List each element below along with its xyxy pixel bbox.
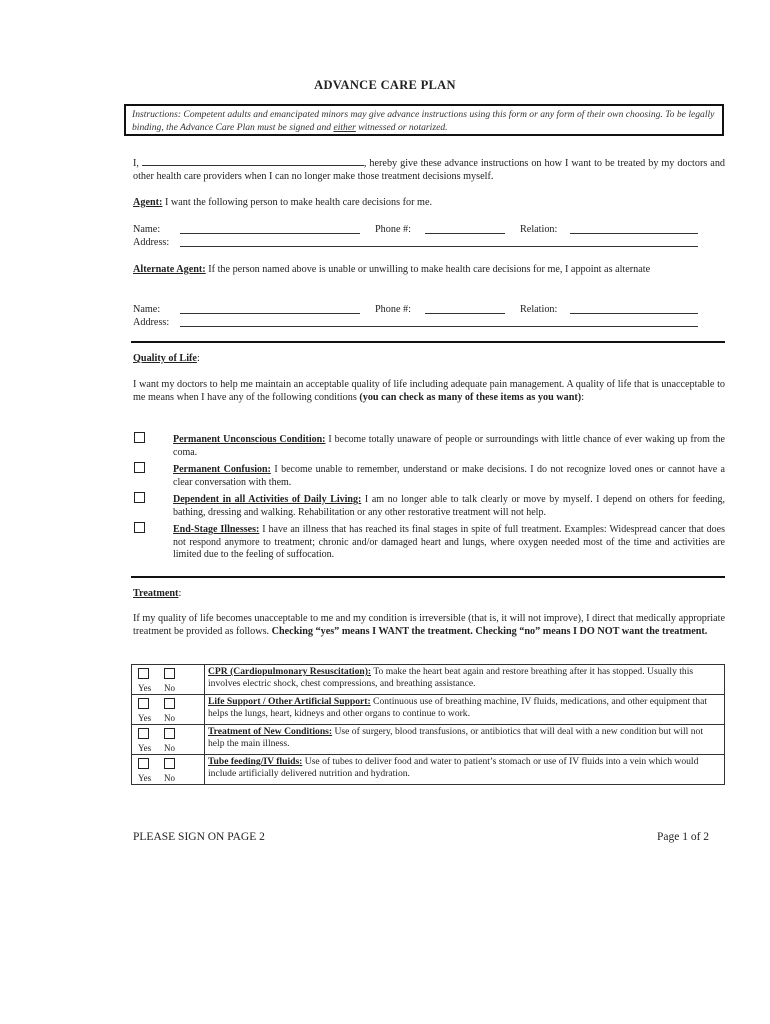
treatment-text: To make the heart beat again and restore breathing after it has stopped. Usually this involves electric shock, chest compressions, and breathing assistance.	[208, 666, 694, 689]
condition-item	[173, 464, 725, 489]
treatment-title: CPR (Cardiopulmonary Resuscitation):	[208, 666, 372, 677]
condition-title: Dependent in all Activities of Daily Living:	[173, 494, 362, 505]
quality-text-bold: (you can check as many of these items as you want)	[359, 391, 582, 403]
agent-relation-label: Relation:	[520, 224, 558, 235]
section-divider-quality	[131, 341, 725, 343]
alternate-name-label: Name:	[133, 304, 161, 315]
page-number: Page 1 of 2	[657, 831, 710, 843]
yes-label: Yes	[138, 683, 152, 693]
no-checkbox[interactable]	[164, 698, 175, 709]
instructions-text-end: witnessed or notarized.	[355, 121, 448, 133]
condition-checkbox[interactable]	[134, 462, 145, 473]
condition-checkbox[interactable]	[134, 432, 145, 443]
quality-text: I want my doctors to help me maintain an acceptable quality of life including adequate pain management. A quality of life that is unacceptable to me means when I have any of the following conditions	[133, 379, 725, 403]
agent-name-field[interactable]	[180, 233, 360, 234]
condition-item	[173, 524, 725, 562]
table-row	[132, 665, 725, 695]
treatment-description	[205, 695, 725, 725]
instructions-box	[124, 104, 724, 136]
no-label: No	[164, 773, 175, 783]
yes-checkbox[interactable]	[138, 728, 149, 739]
yes-label: Yes	[138, 713, 152, 723]
treatment-text: If my quality of life becomes unacceptable to me and my condition is irreversible (that is, it will not improve), I direct that medically appropriate treatment be provided as follows.	[133, 613, 725, 637]
section-divider-treatment	[131, 576, 725, 578]
table-row	[132, 725, 725, 755]
yes-no-cell	[132, 755, 205, 785]
no-checkbox[interactable]	[164, 758, 175, 769]
table-row	[132, 755, 725, 785]
condition-text: I become totally unaware of people or surroundings with little chance of ever waking up from the coma.	[173, 434, 725, 458]
form-title: ADVANCE CARE PLAN	[314, 78, 456, 92]
quality-text-end: :	[581, 391, 585, 403]
treatment-heading-row	[133, 588, 181, 599]
agent-heading: Agent:	[133, 197, 163, 208]
treatment-table	[131, 664, 725, 785]
agent-phone-field[interactable]	[425, 233, 505, 234]
no-checkbox[interactable]	[164, 668, 175, 679]
alternate-address-field[interactable]	[180, 326, 698, 327]
condition-item	[173, 434, 725, 459]
agent-address-label: Address:	[133, 237, 170, 248]
yes-no-cell	[132, 665, 205, 695]
condition-checkbox[interactable]	[134, 492, 145, 503]
quality-heading-colon: :	[196, 353, 200, 364]
yes-checkbox[interactable]	[138, 698, 149, 709]
treatment-text: Use of tubes to deliver food and water to patient’s stomach or use of IV fluids into a vein which would include artificially delivered nutrition and hydration.	[208, 756, 699, 779]
intro-prefix: I,	[133, 158, 139, 169]
condition-text: I become unable to remember, understand or make decisions. I do not recognize loved ones or cannot have a clear conversation with them.	[173, 464, 726, 488]
alternate-agent-paragraph	[133, 264, 725, 277]
treatment-description	[205, 665, 725, 695]
treatment-heading-colon: :	[178, 588, 182, 599]
table-row	[132, 695, 725, 725]
condition-text: I am no longer able to talk clearly or move by myself. I depend on others for feeding, bathing, dressing and walking. Rehabilitation or any other restorative treatment will not help.	[173, 494, 726, 518]
treatment-title: Life Support / Other Artificial Support:	[208, 696, 371, 707]
condition-title: Permanent Confusion:	[173, 464, 271, 475]
quality-heading: Quality of Life	[133, 353, 197, 364]
treatment-description	[205, 725, 725, 755]
condition-checkbox[interactable]	[134, 522, 145, 533]
yes-label: Yes	[138, 743, 152, 753]
alternate-agent-text: If the person named above is unable or unwilling to make health care decisions for me, I appoint as alternate	[205, 264, 651, 275]
instructions-either: either	[333, 121, 356, 133]
alternate-relation-field[interactable]	[570, 313, 698, 314]
agent-text: I want the following person to make health care decisions for me.	[162, 197, 433, 208]
agent-name-label: Name:	[133, 224, 161, 235]
treatment-text: Use of surgery, blood transfusions, or antibiotics that will deal with a new condition but will not help the main illness.	[208, 726, 703, 749]
yes-label: Yes	[138, 773, 152, 783]
treatment-title: Tube feeding/IV fluids:	[208, 756, 303, 767]
instructions-text: Instructions: Competent adults and emancipated minors may give advance instructions using this form or any form of their own choosing. To be legally binding, the Advance Care Plan must be signed and	[132, 109, 715, 133]
yes-no-cell	[132, 695, 205, 725]
declarant-name-field[interactable]	[142, 156, 364, 166]
condition-title: End-Stage Illnesses:	[173, 524, 260, 535]
no-label: No	[164, 683, 175, 693]
treatment-description	[205, 755, 725, 785]
no-label: No	[164, 743, 175, 753]
no-label: No	[164, 713, 175, 723]
alternate-address-label: Address:	[133, 317, 170, 328]
condition-text: I have an illness that has reached its final stages in spite of full treatment. Examples: Widespread cancer that does not respond anymore to treatment; chronic and/or damaged heart and lungs, where oxygen needed most of the time and activities are limited due to the feeling of suffocation.	[173, 524, 725, 561]
yes-checkbox[interactable]	[138, 758, 149, 769]
quality-heading-row	[133, 353, 200, 364]
agent-paragraph	[133, 197, 725, 210]
intro-paragraph	[133, 156, 725, 183]
treatment-paragraph	[133, 613, 725, 638]
alternate-phone-label: Phone #:	[375, 304, 411, 315]
alternate-name-field[interactable]	[180, 313, 360, 314]
treatment-heading: Treatment	[133, 588, 179, 599]
treatment-text: Continuous use of breathing machine, IV fluids, medications, and other equipment that helps the lungs, heart, kidneys and other organs to continue to work.	[208, 696, 707, 719]
quality-paragraph	[133, 379, 725, 404]
alternate-agent-heading: Alternate Agent:	[133, 264, 206, 275]
condition-title: Permanent Unconscious Condition:	[173, 434, 326, 445]
intro-text: , hereby give these advance instructions on how I want to be treated by my doctors and other health care providers when I can no longer make those treatment decisions myself.	[133, 158, 726, 182]
no-checkbox[interactable]	[164, 728, 175, 739]
alternate-relation-label: Relation:	[520, 304, 558, 315]
sign-on-page-2-note: PLEASE SIGN ON PAGE 2	[133, 831, 265, 843]
condition-item	[173, 494, 725, 519]
yes-checkbox[interactable]	[138, 668, 149, 679]
yes-no-cell	[132, 725, 205, 755]
agent-address-field[interactable]	[180, 246, 698, 247]
agent-relation-field[interactable]	[570, 233, 698, 234]
treatment-title: Treatment of New Conditions:	[208, 726, 333, 737]
alternate-phone-field[interactable]	[425, 313, 505, 314]
treatment-text-bold: Checking “yes” means I WANT the treatment. Checking “no” means I DO NOT want the treatment.	[271, 625, 708, 637]
agent-phone-label: Phone #:	[375, 224, 411, 235]
